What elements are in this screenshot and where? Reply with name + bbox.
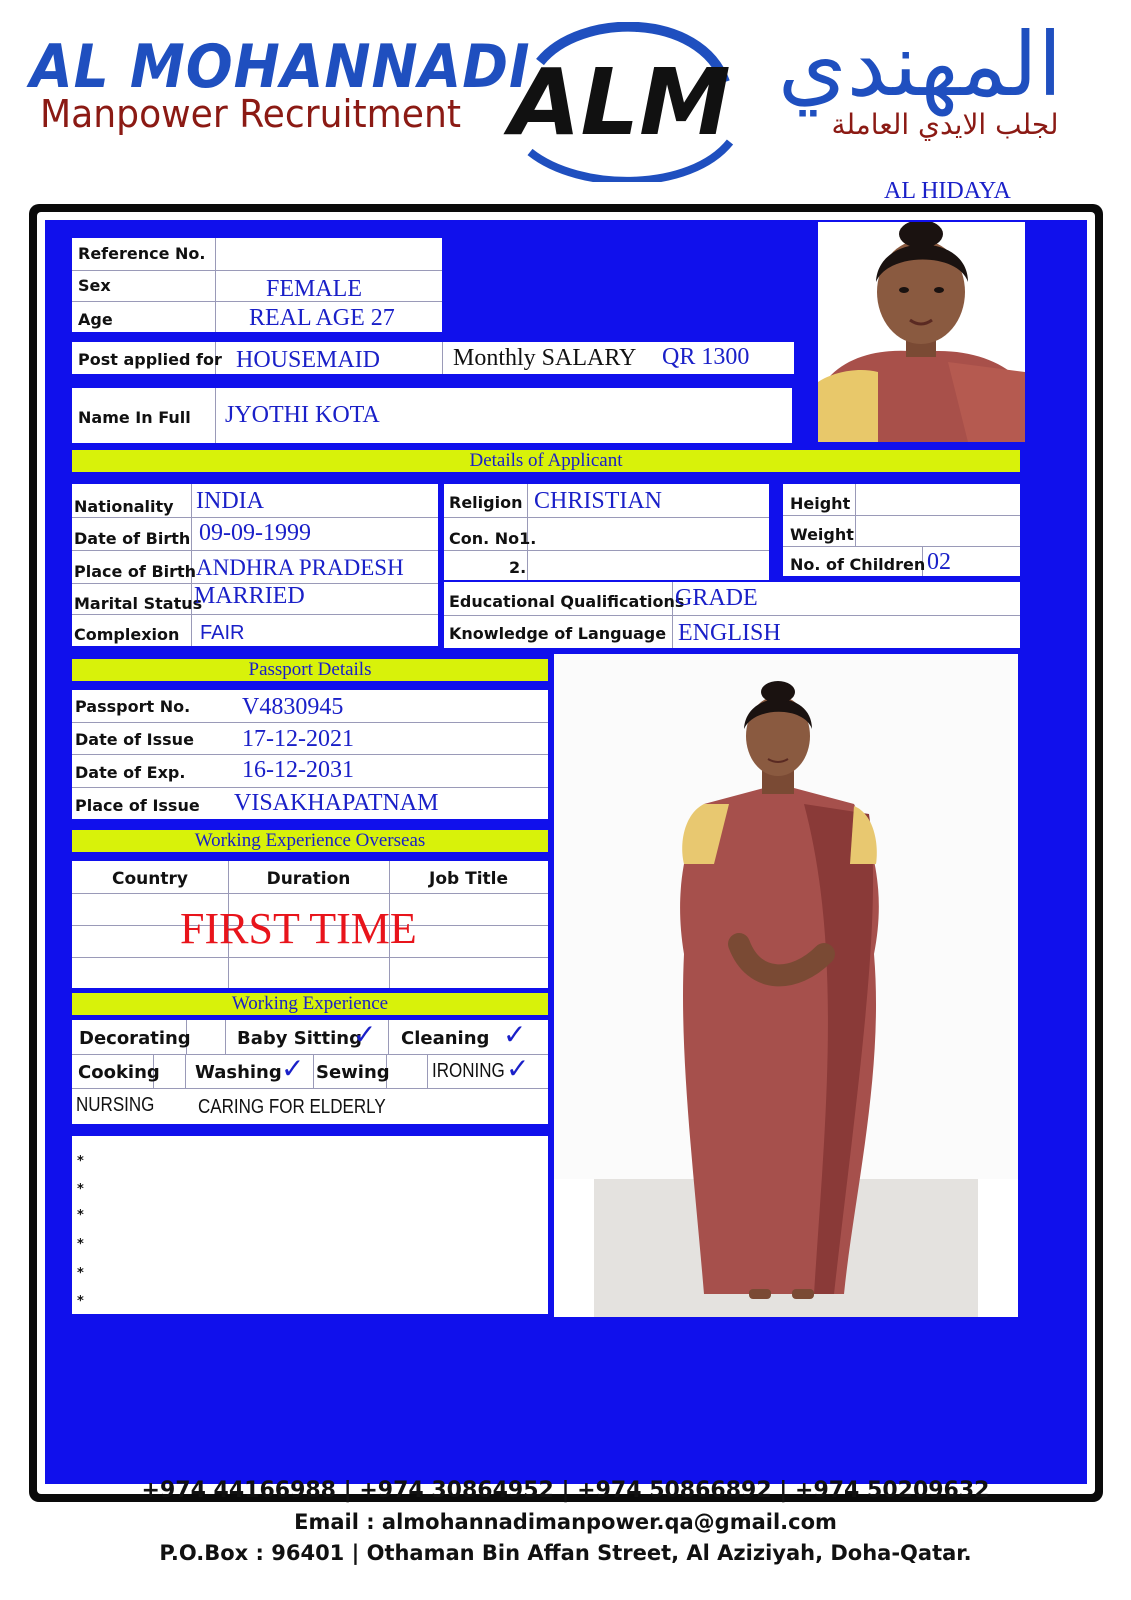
divider xyxy=(444,615,1020,616)
issue-place-label: Place of Issue xyxy=(75,796,200,815)
washing-skill: Washing xyxy=(195,1062,282,1083)
note-bullet: * xyxy=(77,1182,84,1197)
divider xyxy=(72,550,438,551)
name-value: JYOTHI KOTA xyxy=(225,402,380,428)
baby-sitting-skill: Baby Sitting xyxy=(237,1028,362,1049)
check-icon: ✓ xyxy=(353,1018,377,1051)
arabic-company-name: المهندي xyxy=(777,13,1063,116)
con2-label: 2. xyxy=(509,558,527,577)
divider xyxy=(444,517,769,518)
language-label: Knowledge of Language xyxy=(449,624,667,643)
cleaning-skill: Cleaning xyxy=(401,1028,490,1049)
divider xyxy=(72,722,548,723)
ironing-skill: IRONING xyxy=(432,1060,505,1082)
notes-box xyxy=(72,1136,548,1314)
divider xyxy=(72,1054,548,1055)
divider xyxy=(388,1020,389,1054)
issue-date-label: Date of Issue xyxy=(75,730,194,749)
complexion-label: Complexion xyxy=(74,625,180,644)
passport-no-value: V4830945 xyxy=(242,694,344,720)
passport-section-title: Passport Details xyxy=(72,659,548,681)
salary-label: Monthly SALARY xyxy=(453,345,637,371)
divider xyxy=(783,515,1020,516)
note-bullet: * xyxy=(77,1208,84,1223)
note-bullet: * xyxy=(77,1154,84,1169)
divider xyxy=(225,1020,226,1054)
dob-label: Date of Birth xyxy=(74,529,191,548)
footer-phones: +974 44166988 | +974 30864952 | +974 50866892 | +974 50209632 xyxy=(141,1478,990,1503)
divider xyxy=(72,270,442,271)
divider xyxy=(185,1054,186,1088)
height-label: Height xyxy=(790,494,851,513)
company-subtitle: Manpower Recruitment xyxy=(40,92,462,136)
note-bullet: * xyxy=(77,1294,84,1309)
divider xyxy=(215,388,216,443)
logo-text: ALM xyxy=(509,49,731,156)
religion-value: CHRISTIAN xyxy=(534,488,663,514)
divider xyxy=(72,301,442,302)
experience-section-title: Working Experience xyxy=(72,993,548,1015)
religion-label: Religion xyxy=(449,493,523,512)
passport-no-label: Passport No. xyxy=(75,697,191,716)
language-value: ENGLISH xyxy=(678,620,781,646)
divider xyxy=(72,1088,548,1089)
job-title-column-header: Job Title xyxy=(429,869,508,889)
divider xyxy=(72,957,548,958)
exp-date-value: 16-12-2031 xyxy=(242,757,354,783)
sex-value: FEMALE xyxy=(266,276,362,302)
pob-label: Place of Birth xyxy=(74,562,197,581)
divider xyxy=(72,614,438,615)
footer-address: P.O.Box : 96401 | Othaman Bin Affan Street, Al Aziziyah, Doha-Qatar. xyxy=(159,1541,972,1565)
post-label: Post applied for xyxy=(78,350,222,369)
marital-label: Marital Status xyxy=(74,594,203,613)
divider xyxy=(215,238,216,332)
sewing-skill: Sewing xyxy=(316,1062,390,1083)
education-value: GRADE xyxy=(675,585,758,611)
check-icon: ✓ xyxy=(281,1052,305,1085)
dob-value: 09-09-1999 xyxy=(199,520,311,546)
age-value: REAL AGE 27 xyxy=(249,305,395,331)
children-label: No. of Children xyxy=(790,555,926,574)
overseas-section-title: Working Experience Overseas xyxy=(72,830,548,852)
country-column-header: Country xyxy=(112,869,188,889)
agency-name: AL HIDAYA xyxy=(884,178,1011,204)
exp-date-label: Date of Exp. xyxy=(75,763,186,782)
portrait-photo xyxy=(818,222,1025,442)
age-label: Age xyxy=(78,310,113,329)
full-body-photo xyxy=(554,654,1018,1317)
note-bullet: * xyxy=(77,1266,84,1281)
divider xyxy=(427,1054,428,1088)
divider xyxy=(444,550,769,551)
sex-label: Sex xyxy=(78,276,111,295)
complexion-value: FAIR xyxy=(200,622,245,644)
cooking-skill: Cooking xyxy=(78,1062,160,1083)
caring-elderly-skill: CARING FOR ELDERLY xyxy=(198,1096,386,1118)
details-section-title: Details of Applicant xyxy=(72,450,1020,472)
nationality-value: INDIA xyxy=(196,488,264,514)
footer-email: Email : almohannadimanpower.qa@gmail.com xyxy=(294,1510,837,1534)
first-time-stamp: FIRST TIME xyxy=(180,904,417,953)
salary-value: QR 1300 xyxy=(662,344,750,370)
divider xyxy=(72,787,548,788)
duration-column-header: Duration xyxy=(266,869,351,889)
divider xyxy=(72,754,548,755)
divider xyxy=(442,342,443,374)
divider xyxy=(72,893,548,894)
con1-label: Con. No1. xyxy=(449,529,537,548)
children-value: 02 xyxy=(927,549,951,575)
arabic-company-subtitle: لجلب الايدي العاملة xyxy=(831,108,1059,141)
nationality-label: Nationality xyxy=(74,497,174,516)
note-bullet: * xyxy=(77,1237,84,1252)
marital-value: MARRIED xyxy=(194,583,305,609)
nursing-skill: NURSING xyxy=(76,1094,155,1116)
post-value: HOUSEMAID xyxy=(236,347,380,373)
company-name: AL MOHANNADI xyxy=(30,32,531,102)
weight-label: Weight xyxy=(790,525,854,544)
decorating-skill: Decorating xyxy=(79,1028,191,1049)
divider xyxy=(313,1054,314,1088)
alm-logo xyxy=(500,22,740,182)
education-label: Educational Qualifications xyxy=(449,592,685,611)
name-label: Name In Full xyxy=(78,408,191,427)
divider xyxy=(783,546,1020,547)
pob-value: ANDHRA PRADESH xyxy=(196,555,404,580)
reference-label: Reference No. xyxy=(78,244,206,263)
issue-date-value: 17-12-2021 xyxy=(242,726,354,752)
divider xyxy=(72,517,438,518)
issue-place-value: VISAKHAPATNAM xyxy=(234,790,439,816)
check-icon: ✓ xyxy=(503,1018,527,1051)
check-icon: ✓ xyxy=(506,1052,530,1085)
